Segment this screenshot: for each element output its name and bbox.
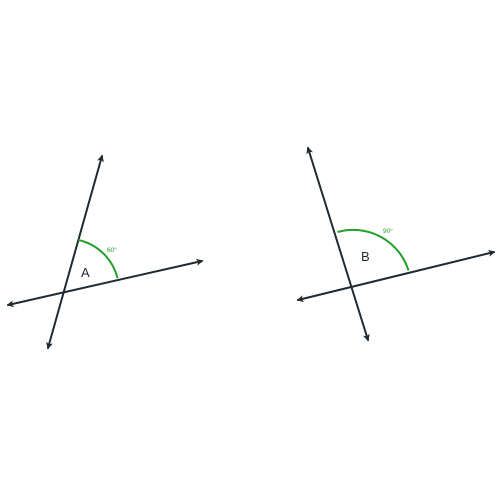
figure-a — [8, 156, 202, 348]
angle-arc-b — [338, 230, 409, 271]
angle-label-b: B — [361, 249, 370, 264]
line-a-horizontal — [8, 261, 202, 305]
figure-b — [298, 148, 494, 340]
line-b-horizontal — [298, 252, 494, 300]
line-b-transversal — [308, 148, 368, 340]
line-a-transversal — [48, 156, 102, 348]
angle-measure-a: 60° — [107, 247, 117, 254]
angle-label-a: A — [81, 265, 90, 280]
angle-measure-b: 90° — [383, 228, 393, 235]
